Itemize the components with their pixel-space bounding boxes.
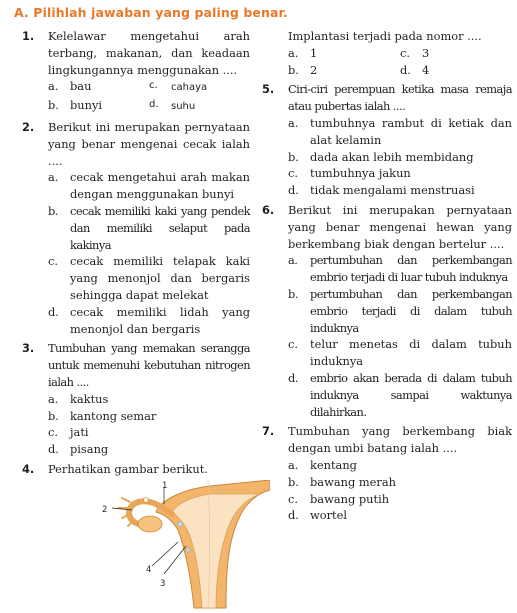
option-d[interactable]	[288, 507, 512, 524]
right-column	[262, 28, 512, 527]
question-number: 4.	[22, 461, 35, 476]
option-text: bawang merah	[310, 474, 396, 489]
option-label: d.	[48, 304, 59, 319]
option-label: b.	[48, 203, 58, 218]
options-row	[288, 62, 512, 79]
option-label: a.	[48, 79, 59, 94]
question-stem: Berikut ini merupakan pernyataan yang benar mengenai hewan yang berkembang biak dengan bertelur ....	[288, 202, 512, 251]
question-stem: Implantasi terjadi pada nomor ....	[288, 29, 482, 43]
ovum-dot	[144, 497, 149, 502]
option-text: cecak memiliki telapak kaki yang menonjol dan bergaris sehingga dapat melekat	[70, 254, 250, 302]
question-4	[22, 461, 250, 610]
option-label: b.	[48, 98, 59, 113]
option-text: dada akan lebih membidang	[310, 149, 474, 164]
option-d[interactable]	[149, 97, 250, 116]
option-text: pertumbuhan dan perkembangan embrio terjadi di luar tubuh induknya	[310, 253, 512, 285]
option-text: cahaya	[171, 82, 208, 94]
option-d[interactable]	[48, 304, 250, 338]
option-text: cecak mengetahui arah makan dengan menggunakan bunyi	[70, 170, 250, 202]
option-label: d.	[288, 508, 299, 523]
options-row	[48, 78, 250, 97]
option-text: bunyi	[70, 98, 103, 113]
ovum-dot	[178, 521, 183, 526]
option-b[interactable]	[288, 62, 400, 79]
option-label: b.	[288, 62, 299, 77]
option-a[interactable]	[288, 252, 512, 286]
question-2	[22, 119, 250, 337]
option-a[interactable]	[288, 457, 512, 474]
option-text: kantong semar	[70, 408, 157, 423]
option-text: wortel	[310, 508, 348, 523]
option-text: 4	[422, 62, 430, 77]
question-5	[262, 81, 512, 199]
option-c[interactable]	[400, 45, 512, 62]
option-a[interactable]	[288, 115, 512, 149]
question-stem: Perhatikan gambar berikut.	[48, 461, 208, 476]
question-stem: Kelelawar mengetahui arah terbang, makanan, dan keadaan lingkungannya menggunakan ....	[48, 29, 250, 77]
section-header: A. Pilihlah jawaban yang paling benar.	[14, 5, 288, 20]
option-text: tidak mengalami menstruasi	[310, 183, 475, 198]
option-text: tumbuhnya jakun	[310, 166, 411, 181]
option-text: pertumbuhan dan perkembangan embrio terjadi di dalam tubuh induknya	[310, 286, 512, 335]
option-label: a.	[48, 391, 59, 406]
figure-label-3: 3	[160, 578, 166, 589]
question-number: 5.	[262, 82, 275, 97]
option-label: a.	[288, 253, 298, 268]
figure-label-4: 4	[146, 564, 152, 575]
ovary	[138, 516, 162, 532]
option-label: c.	[288, 166, 299, 181]
option-label: b.	[288, 286, 298, 301]
option-d[interactable]	[400, 62, 512, 79]
option-label: d.	[288, 370, 298, 385]
figure-label-1: 1	[162, 480, 168, 491]
options-row	[288, 45, 512, 62]
option-text: pisang	[70, 442, 109, 457]
option-a[interactable]	[48, 391, 250, 408]
option-text: cecak memiliki lidah yang menonjol dan bergaris	[70, 304, 250, 336]
option-d[interactable]	[48, 441, 250, 458]
question-stem: Ciri-ciri perempuan ketika masa remaja atau pubertas ialah ....	[288, 82, 512, 114]
question-stem: Tumbuhan yang berkembang biak dengan umbi batang ialah ....	[288, 424, 512, 456]
option-label: c.	[288, 491, 299, 506]
question-4-continued	[262, 28, 512, 78]
option-b[interactable]	[48, 97, 149, 116]
option-label: c.	[48, 254, 59, 269]
question-6	[262, 202, 512, 420]
left-column	[22, 28, 250, 613]
option-d[interactable]	[288, 370, 512, 420]
question-number: 6.	[262, 202, 275, 217]
option-b[interactable]	[288, 286, 512, 336]
option-b[interactable]	[288, 474, 512, 491]
option-label: a.	[48, 170, 59, 185]
option-label: c.	[288, 337, 299, 352]
option-label: d.	[149, 99, 159, 111]
option-label: a.	[288, 115, 299, 130]
question-number: 3.	[22, 341, 35, 356]
option-a[interactable]	[48, 169, 250, 203]
leader-line-3	[164, 546, 186, 574]
option-label: c.	[48, 425, 59, 440]
question-stem: Berikut ini merupakan pernyataan yang benar mengenai cecak ialah ....	[48, 119, 250, 168]
question-number: 7.	[262, 424, 275, 439]
option-text: embrio akan berada di dalam tubuh induknya sampai waktunya dilahirkan.	[310, 370, 512, 419]
option-text: bau	[70, 79, 92, 94]
option-text: jati	[70, 425, 89, 440]
option-text: telur menetas di dalam tubuh induknya	[310, 337, 512, 369]
option-a[interactable]	[48, 78, 149, 97]
options-row	[48, 97, 250, 116]
option-c[interactable]	[288, 491, 512, 508]
option-label: b.	[288, 149, 299, 164]
option-text: 1	[310, 45, 318, 60]
option-label: a.	[288, 45, 299, 60]
option-text: kentang	[310, 457, 357, 472]
option-label: c.	[149, 80, 158, 92]
question-stem: Tumbuhan yang memakan serangga untuk memenuhi kebutuhan nitrogen ialah ....	[48, 341, 250, 389]
question-7	[262, 423, 512, 524]
option-c[interactable]	[48, 424, 250, 441]
question-3	[22, 340, 250, 458]
question-number: 2.	[22, 119, 35, 134]
reproductive-organ-figure	[60, 480, 270, 610]
option-c[interactable]	[149, 78, 250, 97]
option-label: b.	[48, 408, 59, 423]
option-a[interactable]	[288, 45, 400, 62]
option-label: a.	[288, 457, 299, 472]
leader-line-4	[152, 542, 178, 566]
option-label: d.	[400, 62, 411, 77]
option-label: b.	[288, 474, 299, 489]
option-c[interactable]	[48, 253, 250, 303]
option-b[interactable]	[48, 203, 250, 253]
option-text: 2	[310, 62, 318, 77]
question-1	[22, 28, 250, 116]
option-b[interactable]	[288, 149, 512, 166]
figure-label-2: 2	[102, 504, 108, 515]
ovum-dot	[186, 548, 190, 552]
option-b[interactable]	[48, 408, 250, 425]
option-text: 3	[422, 45, 430, 60]
option-text: suhu	[171, 101, 196, 113]
option-text: kaktus	[70, 391, 109, 406]
option-text: tumbuhnya rambut di ketiak dan alat kelamin	[310, 115, 512, 147]
option-label: d.	[288, 183, 299, 198]
option-c[interactable]	[288, 165, 512, 182]
option-text: cecak memiliki kaki yang pendek dan memiliki selaput pada kakinya	[70, 203, 250, 252]
option-d[interactable]	[288, 182, 512, 199]
option-text: bawang putih	[310, 491, 390, 506]
option-label: d.	[48, 442, 59, 457]
question-number: 1.	[22, 29, 35, 43]
option-c[interactable]	[288, 336, 512, 370]
option-label: c.	[400, 45, 411, 60]
